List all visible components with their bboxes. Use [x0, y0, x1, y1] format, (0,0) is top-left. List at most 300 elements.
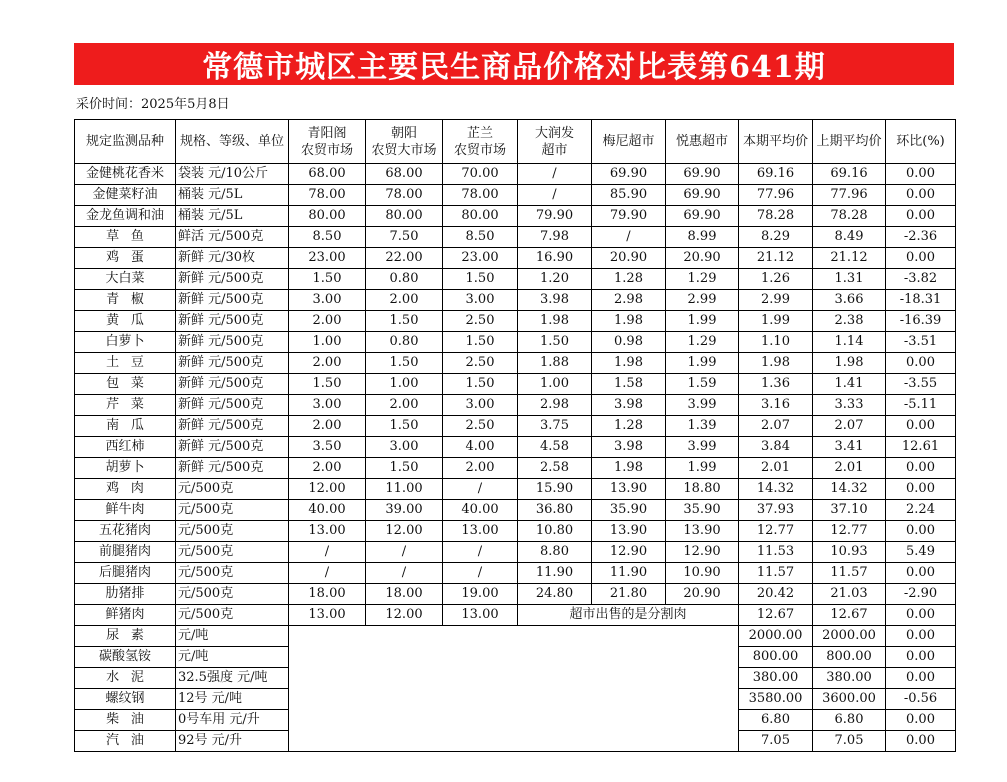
previous-avg: 2000.00 [813, 626, 886, 647]
table-row [75, 605, 956, 626]
price-qingyangge: 40.00 [289, 500, 366, 521]
change-percent: -3.82 [886, 269, 956, 290]
previous-avg: 21.12 [813, 248, 886, 269]
change-percent: -0.56 [886, 689, 956, 710]
item-spec: 元/500克 [176, 521, 289, 542]
price-meini: 1.28 [592, 416, 666, 437]
change-percent: -2.36 [886, 227, 956, 248]
price-rtmart: 36.80 [518, 500, 592, 521]
price-qingyangge: / [289, 563, 366, 584]
change-percent: -3.55 [886, 374, 956, 395]
current-avg: 1.36 [739, 374, 813, 395]
table-row [75, 185, 956, 206]
page-title-banner [74, 43, 954, 85]
price-qingyangge: 3.00 [289, 290, 366, 311]
price-rtmart: 2.58 [518, 458, 592, 479]
price-zhilan: 4.00 [443, 437, 518, 458]
price-zhilan: 3.00 [443, 290, 518, 311]
previous-avg: 78.28 [813, 206, 886, 227]
current-avg: 3.16 [739, 395, 813, 416]
previous-avg: 11.57 [813, 563, 886, 584]
price-qingyangge: 13.00 [289, 521, 366, 542]
price-yuehui: 1.99 [666, 311, 739, 332]
price-chaoyang: 3.00 [366, 437, 443, 458]
price-yuehui: 69.90 [666, 164, 739, 185]
price-rtmart: 1.20 [518, 269, 592, 290]
change-percent: 2.24 [886, 500, 956, 521]
price-rtmart: 1.98 [518, 311, 592, 332]
col-current-avg-header: 本期平均价 [739, 120, 813, 164]
price-rtmart: 4.58 [518, 437, 592, 458]
table-row [75, 584, 956, 605]
price-zhilan: 1.50 [443, 374, 518, 395]
price-chaoyang: 0.80 [366, 332, 443, 353]
price-rtmart: / [518, 185, 592, 206]
price-chaoyang: / [366, 542, 443, 563]
price-yuehui: 3.99 [666, 437, 739, 458]
price-meini: 1.98 [592, 353, 666, 374]
price-qingyangge: / [289, 542, 366, 563]
price-yuehui: 1.59 [666, 374, 739, 395]
item-name: 胡萝卜 [75, 458, 176, 479]
price-zhilan: 13.00 [443, 605, 518, 626]
item-name: 青椒 [75, 290, 176, 311]
price-zhilan: / [443, 563, 518, 584]
item-name: 螺纹钢 [75, 689, 176, 710]
price-chaoyang: 1.50 [366, 458, 443, 479]
price-meini: 1.98 [592, 311, 666, 332]
price-yuehui: 1.99 [666, 458, 739, 479]
price-qingyangge: 13.00 [289, 605, 366, 626]
item-name: 土豆 [75, 353, 176, 374]
price-meini: 3.98 [592, 437, 666, 458]
change-percent: -5.11 [886, 395, 956, 416]
change-percent: 0.00 [886, 206, 956, 227]
change-percent: 0.00 [886, 353, 956, 374]
current-avg: 69.16 [739, 164, 813, 185]
price-rtmart: 15.90 [518, 479, 592, 500]
col-spec-header: 规格、等级、单位 [176, 120, 289, 164]
item-spec: 桶装 元/5L [176, 185, 289, 206]
survey-time: 采价时间：2025年5月8日 [76, 97, 230, 112]
col-change-header: 环比(%) [886, 120, 956, 164]
price-rtmart: 1.88 [518, 353, 592, 374]
price-meini: 3.98 [592, 395, 666, 416]
price-zhilan: 19.00 [443, 584, 518, 605]
change-percent: 0.00 [886, 479, 956, 500]
item-name: 包菜 [75, 374, 176, 395]
previous-avg: 2.07 [813, 416, 886, 437]
price-qingyangge: 23.00 [289, 248, 366, 269]
price-qingyangge: 12.00 [289, 479, 366, 500]
price-zhilan: 2.50 [443, 353, 518, 374]
price-rtmart: 3.98 [518, 290, 592, 311]
price-chaoyang: 2.00 [366, 290, 443, 311]
current-avg: 1.99 [739, 311, 813, 332]
current-avg: 3580.00 [739, 689, 813, 710]
previous-avg: 1.98 [813, 353, 886, 374]
price-chaoyang: 1.50 [366, 416, 443, 437]
item-name: 五花猪肉 [75, 521, 176, 542]
item-spec: 元/500克 [176, 563, 289, 584]
price-chaoyang: 78.00 [366, 185, 443, 206]
price-qingyangge: 2.00 [289, 416, 366, 437]
item-spec: 新鲜 元/500克 [176, 395, 289, 416]
item-spec: 32.5强度 元/吨 [176, 668, 289, 689]
item-spec: 元/500克 [176, 584, 289, 605]
change-percent: -18.31 [886, 290, 956, 311]
price-yuehui: 69.90 [666, 206, 739, 227]
previous-avg: 7.05 [813, 731, 886, 752]
item-spec: 元/500克 [176, 479, 289, 500]
table-row [75, 626, 956, 647]
change-percent: 0.00 [886, 647, 956, 668]
col-rtmart-header: 大润发 超市 [518, 120, 592, 164]
price-meini: 0.98 [592, 332, 666, 353]
item-spec: 新鲜 元/500克 [176, 437, 289, 458]
price-meini: 79.90 [592, 206, 666, 227]
price-qingyangge: 3.00 [289, 395, 366, 416]
item-spec: 新鲜 元/500克 [176, 311, 289, 332]
price-yuehui: 10.90 [666, 563, 739, 584]
previous-avg: 3600.00 [813, 689, 886, 710]
price-yuehui: 20.90 [666, 248, 739, 269]
price-zhilan: 1.50 [443, 269, 518, 290]
item-name: 碳酸氢铵 [75, 647, 176, 668]
price-chaoyang: / [366, 563, 443, 584]
price-meini: 35.90 [592, 500, 666, 521]
price-zhilan: 80.00 [443, 206, 518, 227]
col-meini-header: 梅尼超市 [592, 120, 666, 164]
previous-avg: 800.00 [813, 647, 886, 668]
table-row [75, 164, 956, 185]
previous-avg: 77.96 [813, 185, 886, 206]
current-avg: 11.57 [739, 563, 813, 584]
price-zhilan: 23.00 [443, 248, 518, 269]
price-qingyangge: 8.50 [289, 227, 366, 248]
previous-avg: 1.14 [813, 332, 886, 353]
price-chaoyang: 39.00 [366, 500, 443, 521]
item-name: 汽油 [75, 731, 176, 752]
current-avg: 20.42 [739, 584, 813, 605]
item-name: 南瓜 [75, 416, 176, 437]
current-avg: 14.32 [739, 479, 813, 500]
price-yuehui: 13.90 [666, 521, 739, 542]
blank-merged-block [289, 626, 739, 752]
price-zhilan: 40.00 [443, 500, 518, 521]
supermarket-note: 超市出售的是分割肉 [518, 605, 739, 626]
price-rtmart: / [518, 164, 592, 185]
price-zhilan: / [443, 542, 518, 563]
table-row [75, 416, 956, 437]
previous-avg: 3.66 [813, 290, 886, 311]
price-rtmart: 1.50 [518, 332, 592, 353]
current-avg: 8.29 [739, 227, 813, 248]
price-meini: 12.90 [592, 542, 666, 563]
price-rtmart: 10.80 [518, 521, 592, 542]
table-row [75, 206, 956, 227]
price-meini: / [592, 227, 666, 248]
table-row [75, 563, 956, 584]
previous-avg: 10.93 [813, 542, 886, 563]
change-percent: -2.90 [886, 584, 956, 605]
item-spec: 鲜活 元/500克 [176, 227, 289, 248]
current-avg: 12.67 [739, 605, 813, 626]
change-percent: 0.00 [886, 185, 956, 206]
previous-avg: 12.77 [813, 521, 886, 542]
current-avg: 6.80 [739, 710, 813, 731]
col-yuehui-header: 悦惠超市 [666, 120, 739, 164]
item-spec: 元/吨 [176, 647, 289, 668]
price-yuehui: 69.90 [666, 185, 739, 206]
table-row [75, 458, 956, 479]
price-yuehui: 18.80 [666, 479, 739, 500]
price-rtmart: 8.80 [518, 542, 592, 563]
item-spec: 元/500克 [176, 605, 289, 626]
price-zhilan: 78.00 [443, 185, 518, 206]
price-zhilan: 70.00 [443, 164, 518, 185]
item-spec: 新鲜 元/500克 [176, 353, 289, 374]
price-yuehui: 12.90 [666, 542, 739, 563]
price-yuehui: 20.90 [666, 584, 739, 605]
price-qingyangge: 78.00 [289, 185, 366, 206]
previous-avg: 8.49 [813, 227, 886, 248]
current-avg: 21.12 [739, 248, 813, 269]
item-spec: 0号车用 元/升 [176, 710, 289, 731]
current-avg: 2000.00 [739, 626, 813, 647]
price-chaoyang: 80.00 [366, 206, 443, 227]
change-percent: 0.00 [886, 731, 956, 752]
price-yuehui: 35.90 [666, 500, 739, 521]
table-row [75, 479, 956, 500]
price-chaoyang: 12.00 [366, 521, 443, 542]
page-title: 常德市城区主要民生商品价格对比表第641期 [202, 50, 826, 85]
price-meini: 2.98 [592, 290, 666, 311]
price-zhilan: 2.50 [443, 311, 518, 332]
price-chaoyang: 7.50 [366, 227, 443, 248]
previous-avg: 2.38 [813, 311, 886, 332]
change-percent: 0.00 [886, 710, 956, 731]
previous-avg: 14.32 [813, 479, 886, 500]
price-qingyangge: 1.50 [289, 269, 366, 290]
header-row [75, 120, 956, 164]
price-zhilan: 3.00 [443, 395, 518, 416]
item-name: 尿素 [75, 626, 176, 647]
item-name: 肋猪排 [75, 584, 176, 605]
price-qingyangge: 2.00 [289, 353, 366, 374]
price-meini: 1.98 [592, 458, 666, 479]
table-row [75, 542, 956, 563]
change-percent: -16.39 [886, 311, 956, 332]
price-rtmart: 11.90 [518, 563, 592, 584]
table-row [75, 395, 956, 416]
price-yuehui: 1.29 [666, 332, 739, 353]
current-avg: 11.53 [739, 542, 813, 563]
price-meini: 1.58 [592, 374, 666, 395]
change-percent: 0.00 [886, 164, 956, 185]
previous-avg: 69.16 [813, 164, 886, 185]
item-name: 鲜牛肉 [75, 500, 176, 521]
current-avg: 800.00 [739, 647, 813, 668]
item-spec: 新鲜 元/500克 [176, 332, 289, 353]
change-percent: 12.61 [886, 437, 956, 458]
item-name: 白萝卜 [75, 332, 176, 353]
price-rtmart: 7.98 [518, 227, 592, 248]
price-meini: 85.90 [592, 185, 666, 206]
item-name: 西红柿 [75, 437, 176, 458]
price-chaoyang: 11.00 [366, 479, 443, 500]
table-row [75, 332, 956, 353]
item-name: 金健桃花香米 [75, 164, 176, 185]
table-row [75, 311, 956, 332]
previous-avg: 1.41 [813, 374, 886, 395]
item-name: 大白菜 [75, 269, 176, 290]
item-spec: 袋装 元/10公斤 [176, 164, 289, 185]
item-name: 水泥 [75, 668, 176, 689]
item-name: 鸡肉 [75, 479, 176, 500]
current-avg: 1.26 [739, 269, 813, 290]
change-percent: 0.00 [886, 458, 956, 479]
price-zhilan: 2.50 [443, 416, 518, 437]
price-yuehui: 8.99 [666, 227, 739, 248]
price-meini: 1.28 [592, 269, 666, 290]
item-name: 草鱼 [75, 227, 176, 248]
price-zhilan: 1.50 [443, 332, 518, 353]
item-name: 鸡蛋 [75, 248, 176, 269]
col-zhilan-header: 芷兰 农贸市场 [443, 120, 518, 164]
price-qingyangge: 2.00 [289, 458, 366, 479]
item-spec: 元/吨 [176, 626, 289, 647]
item-spec: 新鲜 元/500克 [176, 458, 289, 479]
previous-avg: 380.00 [813, 668, 886, 689]
table-row [75, 437, 956, 458]
item-spec: 新鲜 元/30枚 [176, 248, 289, 269]
col-previous-avg-header: 上期平均价 [813, 120, 886, 164]
previous-avg: 37.10 [813, 500, 886, 521]
price-yuehui: 3.99 [666, 395, 739, 416]
current-avg: 78.28 [739, 206, 813, 227]
price-chaoyang: 12.00 [366, 605, 443, 626]
price-meini: 11.90 [592, 563, 666, 584]
price-rtmart: 2.98 [518, 395, 592, 416]
price-rtmart: 1.00 [518, 374, 592, 395]
price-meini: 21.80 [592, 584, 666, 605]
item-spec: 元/500克 [176, 542, 289, 563]
price-comparison-table [74, 119, 956, 752]
change-percent: 5.49 [886, 542, 956, 563]
item-name: 金健菜籽油 [75, 185, 176, 206]
item-spec: 12号 元/吨 [176, 689, 289, 710]
current-avg: 380.00 [739, 668, 813, 689]
previous-avg: 12.67 [813, 605, 886, 626]
col-chaoyang-header: 朝阳 农贸大市场 [366, 120, 443, 164]
item-spec: 新鲜 元/500克 [176, 416, 289, 437]
price-qingyangge: 3.50 [289, 437, 366, 458]
price-chaoyang: 1.00 [366, 374, 443, 395]
current-avg: 77.96 [739, 185, 813, 206]
current-avg: 1.98 [739, 353, 813, 374]
price-chaoyang: 22.00 [366, 248, 443, 269]
current-avg: 37.93 [739, 500, 813, 521]
table-row [75, 269, 956, 290]
change-percent: 0.00 [886, 626, 956, 647]
change-percent: 0.00 [886, 521, 956, 542]
price-chaoyang: 68.00 [366, 164, 443, 185]
current-avg: 12.77 [739, 521, 813, 542]
previous-avg: 1.31 [813, 269, 886, 290]
current-avg: 3.84 [739, 437, 813, 458]
price-rtmart: 16.90 [518, 248, 592, 269]
current-avg: 2.07 [739, 416, 813, 437]
table-row [75, 521, 956, 542]
price-meini: 69.90 [592, 164, 666, 185]
price-rtmart: 3.75 [518, 416, 592, 437]
price-qingyangge: 18.00 [289, 584, 366, 605]
price-chaoyang: 1.50 [366, 311, 443, 332]
price-yuehui: 1.39 [666, 416, 739, 437]
price-zhilan: 8.50 [443, 227, 518, 248]
item-name: 后腿猪肉 [75, 563, 176, 584]
price-rtmart: 24.80 [518, 584, 592, 605]
item-name: 鲜猪肉 [75, 605, 176, 626]
previous-avg: 3.33 [813, 395, 886, 416]
price-qingyangge: 2.00 [289, 311, 366, 332]
price-meini: 20.90 [592, 248, 666, 269]
price-yuehui: 1.99 [666, 353, 739, 374]
price-qingyangge: 1.50 [289, 374, 366, 395]
price-zhilan: 2.00 [443, 458, 518, 479]
item-spec: 元/500克 [176, 500, 289, 521]
previous-avg: 3.41 [813, 437, 886, 458]
price-chaoyang: 2.00 [366, 395, 443, 416]
item-spec: 新鲜 元/500克 [176, 269, 289, 290]
change-percent: 0.00 [886, 416, 956, 437]
price-yuehui: 2.99 [666, 290, 739, 311]
price-zhilan: 13.00 [443, 521, 518, 542]
price-qingyangge: 68.00 [289, 164, 366, 185]
table-row [75, 248, 956, 269]
item-spec: 新鲜 元/500克 [176, 290, 289, 311]
previous-avg: 21.03 [813, 584, 886, 605]
item-name: 柴油 [75, 710, 176, 731]
item-name: 前腿猪肉 [75, 542, 176, 563]
price-meini: 13.90 [592, 521, 666, 542]
price-qingyangge: 80.00 [289, 206, 366, 227]
change-percent: 0.00 [886, 248, 956, 269]
price-zhilan: / [443, 479, 518, 500]
item-name: 黄瓜 [75, 311, 176, 332]
change-percent: -3.51 [886, 332, 956, 353]
item-name: 金龙鱼调和油 [75, 206, 176, 227]
current-avg: 7.05 [739, 731, 813, 752]
price-rtmart: 79.90 [518, 206, 592, 227]
price-yuehui: 1.29 [666, 269, 739, 290]
change-percent: 0.00 [886, 605, 956, 626]
item-spec: 92号 元/升 [176, 731, 289, 752]
current-avg: 2.99 [739, 290, 813, 311]
previous-avg: 2.01 [813, 458, 886, 479]
table-row [75, 500, 956, 521]
price-chaoyang: 0.80 [366, 269, 443, 290]
current-avg: 2.01 [739, 458, 813, 479]
price-meini: 13.90 [592, 479, 666, 500]
item-name: 芹菜 [75, 395, 176, 416]
col-item-header: 规定监测品种 [75, 120, 176, 164]
table-row [75, 353, 956, 374]
table-row [75, 374, 956, 395]
previous-avg: 6.80 [813, 710, 886, 731]
change-percent: 0.00 [886, 563, 956, 584]
